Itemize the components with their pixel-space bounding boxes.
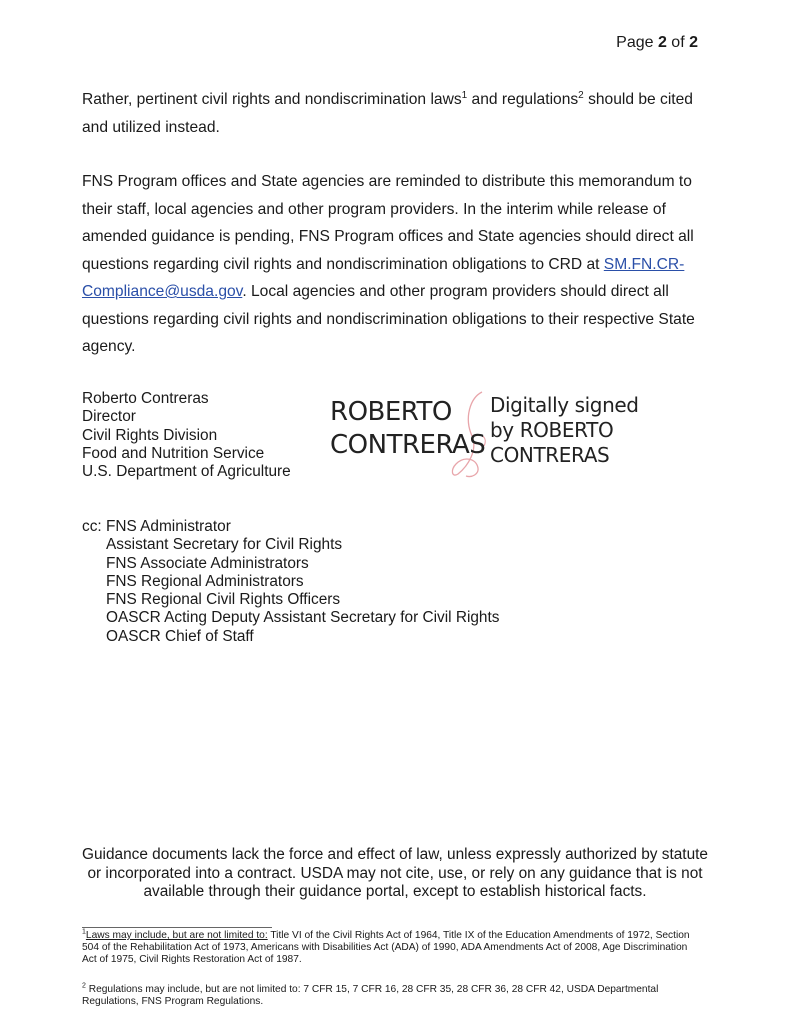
- paragraph-civil-rights-laws: [82, 86, 702, 141]
- signatory-service: Food and Nutrition Service: [82, 444, 265, 462]
- cc-recipient: FNS Administrator: [105, 518, 231, 535]
- footnote-regulations-text: Regulations may include, but are not limited to: 7 CFR 15, 7 CFR 16, 28 CFR 35, 28 CFR 36, 28 CFR 42, USDA Departmental Regulations, FNS Program Regulations.: [82, 984, 659, 1007]
- signature-name-line1: ROBERTO: [330, 397, 452, 427]
- paragraph1-text-a: Rather, pertinent civil rights and nondiscrimination laws: [82, 91, 462, 108]
- cc-recipient: FNS Regional Administrators: [106, 572, 304, 590]
- signature-detail: [490, 393, 639, 468]
- paragraph1-text-b: and regulations: [467, 91, 579, 108]
- signatory-block: [82, 390, 291, 481]
- paragraph1-text-c: should be cited and utilized instead.: [82, 91, 693, 136]
- cc-recipient: OASCR Acting Deputy Assistant Secretary for Civil Rights: [106, 609, 500, 627]
- paragraph-distribution-reminder: [82, 168, 702, 361]
- footnote-laws-text: Title VI of the Civil Rights Act of 1964, Title IX of the Education Amendments of 1972, Section 504 of the Rehabilitation Act of 1973, Americans with Disabilities Act (ADA) of 1990, ADA Amendments Act of 2008, Age Discrimination Act of 1975, Civil Rights Restoration Act of 1987.: [82, 930, 690, 965]
- cc-first-row: [82, 518, 499, 536]
- footnote-ref-2[interactable]: 2: [578, 89, 584, 101]
- footnote-divider: [82, 927, 272, 928]
- cc-recipient: Assistant Secretary for Civil Rights: [106, 536, 343, 554]
- footnote-ref-1[interactable]: 1: [461, 89, 468, 101]
- signatory-department: U.S. Department of Agriculture: [82, 463, 291, 481]
- footnote-marker-2: 2: [82, 982, 86, 990]
- cc-recipient: OASCR Chief of Staff: [106, 627, 254, 645]
- page-number: [616, 34, 698, 52]
- signatory-name: Roberto Contreras: [82, 390, 209, 407]
- signature-detail-line2: by ROBERTO: [490, 418, 614, 442]
- cc-list: [82, 518, 499, 646]
- cc-recipient: FNS Associate Administrators: [106, 554, 309, 572]
- guidance-disclaimer: Guidance documents lack the force and effect of law, unless expressly authorized by statute or incorporated into a contract. USDA may not cite, use, or rely on any guidance that is not available through their guidance portal, except to establish historical facts.: [82, 846, 708, 900]
- signature-name-line2: CONTRERAS: [330, 430, 486, 460]
- cc-recipient: FNS Regional Civil Rights Officers: [106, 591, 341, 609]
- footnote-regulations: [82, 984, 694, 1008]
- signature-detail-line1: Digitally signed: [490, 393, 639, 417]
- paragraph2-text-a: FNS Program offices and State agencies are reminded to distribute this memorandum to their staff, local agencies and other program providers. In the interim while release of amended guidance is pending, FNS Program offices and State agencies should direct all questions regarding civil rights and nondiscrimination obligations to CRD at: [82, 173, 694, 273]
- page-number-prefix: Page: [616, 34, 658, 51]
- digital-signature[interactable]: [330, 393, 660, 480]
- footnote-laws-lead: Laws may include, but are not limited to:: [85, 930, 268, 941]
- page-number-total: 2: [689, 34, 698, 51]
- crd-email-link[interactable]: SM.FN.CR-Compliance@usda.gov: [82, 255, 685, 300]
- signatory-title: Director: [82, 408, 136, 426]
- footnote-laws: [82, 930, 694, 966]
- signature-name: [330, 396, 485, 462]
- footnote-marker-1: 1: [82, 928, 86, 936]
- signatory-division: Civil Rights Division: [82, 426, 218, 444]
- paragraph2-text-b: . Local agencies and other program providers should direct all questions regarding civil rights and nondiscrimination obligations to their respective State agency.: [82, 283, 695, 355]
- cc-label: cc:: [82, 518, 106, 535]
- signature-detail-line3: CONTRERAS: [490, 443, 610, 467]
- page-number-of: of: [666, 34, 690, 51]
- page-number-current: 2: [657, 34, 667, 51]
